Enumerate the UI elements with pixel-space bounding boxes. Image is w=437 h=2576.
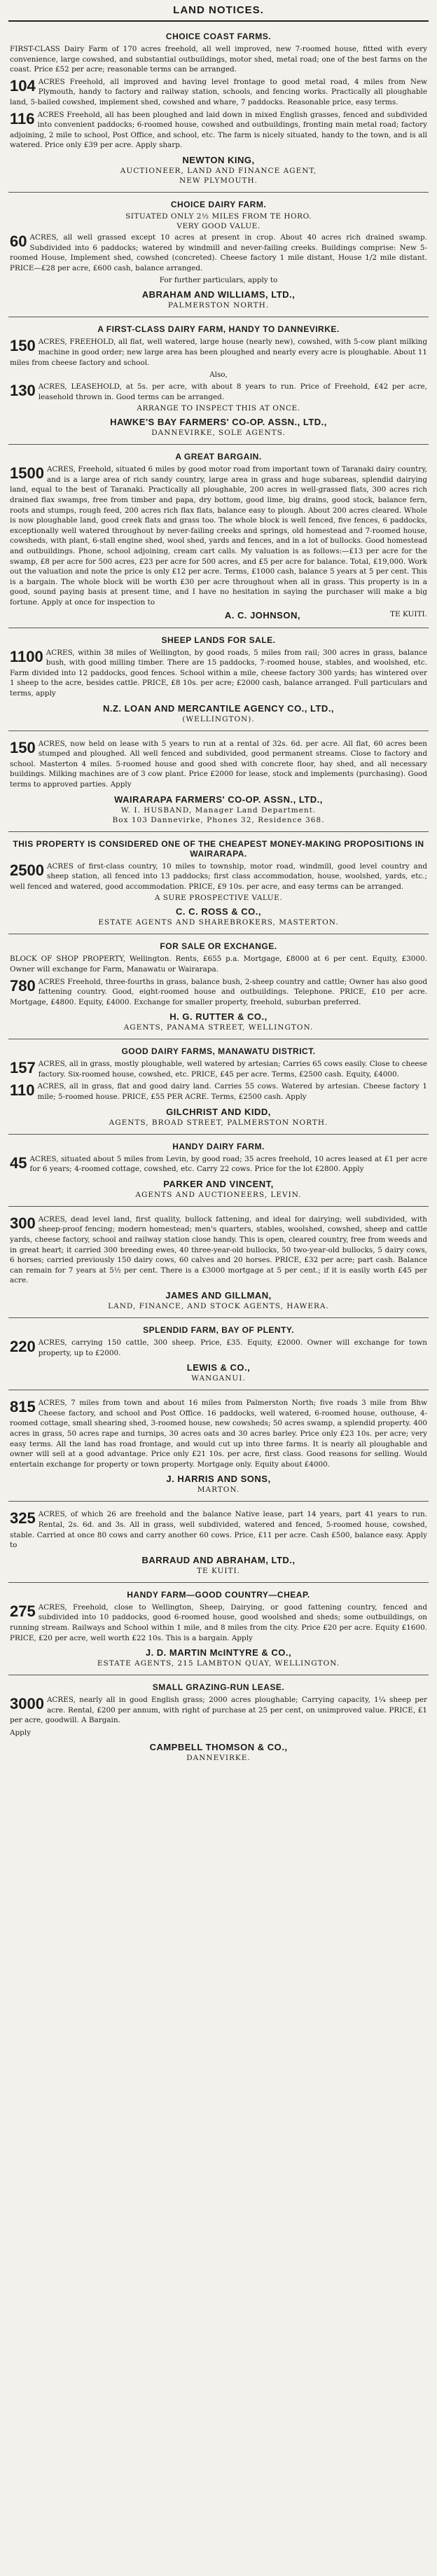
acre-number: 157 — [10, 1059, 36, 1077]
agent-town: LAND, FINANCE, AND STOCK AGENTS, HAWERA. — [108, 1302, 329, 1310]
further-particulars: For further particulars, apply to — [159, 276, 278, 285]
ad-manawatu-dairy-farms — [8, 1042, 429, 1134]
ad-heading: GOOD DAIRY FARMS, MANAWATU DISTRICT. — [121, 1046, 316, 1057]
agent-name: A. C. JOHNSON, — [224, 609, 300, 621]
agent-town: NEW PLYMOUTH. — [179, 176, 258, 185]
ad-marton-farm — [8, 1393, 429, 1502]
agent-town: MARTON. — [197, 1486, 240, 1495]
agent-name: LEWIS & CO., — [186, 1362, 251, 1373]
ad-subheading: A SURE PROSPECTIVE VALUE. — [154, 894, 283, 903]
acre-number: 3000 — [10, 1695, 44, 1713]
listing — [10, 1398, 427, 1469]
acre-number: 104 — [10, 76, 36, 95]
listing — [10, 1214, 427, 1286]
agent-name: J. HARRIS AND SONS, — [166, 1474, 271, 1485]
ad-bay-of-plenty-farm — [8, 1321, 429, 1390]
acre-number: 60 — [10, 232, 27, 250]
agent-name: HAWKE'S BAY FARMERS' CO-OP. ASSN., LTD., — [110, 417, 327, 428]
ad-heading: CHOICE COAST FARMS. — [165, 32, 272, 41]
ad-sheep-lands — [8, 631, 429, 731]
ad-hawera-farm — [8, 1210, 429, 1318]
ad-heading: THIS PROPERTY IS CONSIDERED ONE OF THE CHEAPEST MONEY-MAKING PROPOSITIONS IN WAIRARAPA. — [13, 838, 424, 859]
listing — [10, 464, 427, 607]
agent-name: CAMPBELL THOMSON & CO., — [149, 1741, 288, 1752]
listing-text: ACRES of first-class country, 10 miles to township, motor road, windmill, good level country and sheep station, all fenced into 13 paddocks; first class accommodation, house, woolshed, yards, etc.; well fenced and watered, good accommodation. PRICE, £9 10s. per acre, and easy terms can be arranged. — [10, 861, 427, 891]
acre-number: 325 — [10, 1509, 36, 1528]
agent-town: TE KUITI. — [390, 609, 427, 618]
acre-number: 2500 — [10, 861, 44, 879]
listing-text: BLOCK OF SHOP PROPERTY, Wellington. Rents, £655 p.a. Mortgage, £8000 at 6 per cent. Equity, £3000. Owner will exchange for Farm, Manawatu or Wairarapa. — [10, 955, 427, 974]
agent-name: BARRAUD AND ABRAHAM, LTD., — [141, 1554, 296, 1565]
agent-town: TE KUITI. — [197, 1566, 240, 1575]
agent-name: C. C. ROSS & CO., — [176, 906, 261, 917]
ad-heading: SHEEP LANDS FOR SALE. — [161, 635, 276, 645]
acre-number: 220 — [10, 1338, 36, 1355]
listing — [10, 382, 427, 402]
listing-text: ACRES, all in grass, flat and good dairy land. Carries 55 cows. Watered by artesian. Cheese factory 1 mile; 5-roomed house. PRICE, £55 PER ACRE. Terms, £2500 cash. Apply — [37, 1082, 427, 1102]
agent-town: DANNEVIRKE. — [186, 1753, 251, 1762]
agent-description: AUCTIONEER, LAND AND FINANCE AGENT, — [120, 166, 317, 175]
agent-name: GILCHRIST AND KIDD, — [166, 1106, 271, 1117]
listing-text: ACRES Freehold, three-fourths in grass, balance bush, 2-sheep country and cattle; Owner has also good fattening country. Good, eight-roomed house and outbuildings. Telephone. PRICE, £10 per acre. Mortgage, £4800. Equity, £4000. Exchange for smaller property, freehold, suburban preferred. — [10, 977, 427, 1006]
ad-heading: CHOICE DAIRY FARM. — [170, 199, 267, 209]
listing — [10, 1081, 427, 1102]
ad-sale-or-exchange — [8, 937, 429, 1039]
agent-town: AGENTS, PANAMA STREET, WELLINGTON. — [123, 1023, 314, 1032]
listing-text: ACRES, Freehold, situated 6 miles by good motor road from important town of Taranaki dairy country, and is a large area of rich sandy country, large area in grass and huge subareas, splendid dairying land, equal to the best of Taranaki. Practically all ploughable, 200 acres in well-grassed flats, 300 acres rich drained flax swamps, free from timber and papa, dry bottom, good lime, big drains, good stock, balance fern, roots and stumps, rough feed, 200 acres rich flax flats, balance easy to plough. About 200 acres cleared. Whole is now ploughable land, good creek flats and grass too. The whole block is well fenced, five fences, 6 paddocks, exceptionally well watered throughout by never-failing creeks and springs, old homestead and 7-roomed house, cowsheds, with plant, 6-stall engine shed, wool shed, yards and fences, and in a lot of bullocks. Good homestead and outbuildings. Phone, school adjoining, cream cart calls. My valuation is as follows:—£13 per acre for the swamp, £8 per acre for 500 acres, £23 per acre for 500 acres, and £5 per acre for balance. Total, £19,000. Work out the valuation and note the price is only £12 per acre. Terms, £1000 cash, balance 5 years at 5 per cent. This is a bargain. The whole block will be worth £30 per acre throughout when all in grass. This property is in a good, sound paying basis at present time, and I have no hesitation in saying the purchaser will make a big fortune. Apply at once for inspection to — [10, 465, 427, 607]
agent-name: NEWTON KING, — [182, 154, 255, 165]
listing-text: ACRES Freehold, all improved and having level frontage to good metal road, 4 miles from New Plymouth, handy to factory and railway station, schools, and fencing works. Practically all ploughable land, 5-bailed cowshed, implement shed, cowshed and whare, 7 paddocks. Reasonable price, easy terms. — [10, 77, 427, 106]
agent-name: PARKER AND VINCENT, — [163, 1178, 274, 1189]
listing-text: ACRES, carrying 150 cattle, 300 sheep. Price, £35. Equity, £2000. Owner will exchange for town property, up to £2000. — [38, 1338, 427, 1357]
listing-text: ACRES, dead level land, first quality, bullock fattening, and ideal for dairying; well subdivided, with sheep-proof fencing; modern homestead; men's quarters, stables, woolshed, cowshed, sheep and cattle yards, cheese factory, school and railway station close handy. This is open, cleared country, free from weeds and in great heart; it carried 300 breeding ewes, 40 three-year-old bullocks, 50 two-year-old bullocks, 5 dairy cows, 6 horses; carried previously 150 dairy cows, 60 calves and 20 horses. PRICE, £32 per acre; part cash. Balance can remain for 7 years at 5½ per cent. There is a £3000 mortgage at 5 per cent.; if it is easily worth £45 per acre. — [10, 1214, 427, 1285]
acre-number: 130 — [10, 382, 36, 400]
listing-text: ACRES, nearly all in good English grass; 2000 acres ploughable; Carrying capacity, 1¼ sheep per acre. Rental, £200 per annum, with right of purchase at 25 per cent, on unimproved value. PRICE, £1 per acre, goodwill. A Bargain. — [10, 1696, 427, 1725]
agent-name: ABRAHAM AND WILLIAMS, LTD., — [141, 289, 296, 300]
listing — [10, 739, 427, 790]
listing — [10, 954, 427, 974]
ad-subheading: SITUATED ONLY 2½ MILES FROM TE HORO. — [125, 212, 312, 221]
ad-cheapest-property — [8, 835, 429, 935]
agent-town: AGENTS AND AUCTIONEERS, LEVIN. — [135, 1190, 302, 1199]
listing-text: ACRES, Freehold, close to Wellington, Sheep, Dairying, or good fattening country, fenced and subdivided into 10 paddocks, good 6-roomed house, good woolshed and sheds; some outbuildings, on running stream. Railways and School within 1 mile, and 8 miles from the city. Price £20 per acre. Equity £1600. PRICE, £20 per acre, well worth £22 10s. This is a bargain. Apply — [10, 1602, 427, 1642]
newspaper-page — [8, 0, 429, 1769]
agent-name: J. D. MARTIN McINTYRE & CO., — [145, 1647, 292, 1659]
ad-choice-coast-farms — [8, 27, 429, 193]
listing — [10, 1602, 427, 1643]
listing — [10, 337, 427, 368]
agent-signature — [10, 610, 427, 621]
listing-text: ACRES, all well grassed except 10 acres at present in crop. About 40 acres rich drained swamp. Subdivided into 6 paddocks; watered by windmill and never-failing creeks. Buildings comprise: New 5-roomed House, Implement shed, cowshed (concreted). Cheese factory 1 mile distant, House 1/2 mile distant. PRICE—£28 per acre, £600 cash, balance arranged. — [10, 233, 427, 272]
ad-te-kuiti-farm — [8, 1504, 429, 1582]
acre-number: 116 — [10, 109, 35, 127]
page-title: LAND NOTICES. — [8, 3, 429, 22]
ad-subheading: VERY GOOD VALUE. — [176, 221, 261, 230]
listing-text: ACRES, FREEHOLD, all flat, well watered, large house (nearly new), cowshed, with 5-cow plant milking machine in good order; new large area has been ploughed and nearly every acre is ploughable. About 11 miles from cheese factory and school. — [10, 338, 427, 367]
listing-text: ACRES, now held on lease with 5 years to run at a rental of 32s. 6d. per acre. All flat, 60 acres been stumped and ploughed. All well fenced and subdivided, good permanent streams. Close to factory and school. Masterton 4 miles. 5-roomed house and good shed with concrete floor, hay shed, and all necessary buildings. Milking machines are of 3 cow plant. Price £2000 for lease, stock and implements (purchasing). Good terms to approved parties. Apply — [10, 739, 427, 789]
listing — [10, 233, 427, 273]
ad-heading: A FIRST-CLASS DAIRY FARM, HANDY TO DANNEVIRKE. — [97, 324, 340, 335]
listing-text: ACRES, of which 26 are freehold and the balance Native lease, part 14 years, part 41 years to run. Rental, 2s. 6d. and 3s. All in grass, well subdivided, watered and fenced, 5-roomed house, cowshed, stable. Carried at once 80 cows and carry another 60 cows. Price, £11 per acre. Cash £500, balance easy. Apply to — [10, 1510, 427, 1550]
ad-heading: HANDY DAIRY FARM. — [172, 1141, 265, 1151]
ad-great-bargain — [8, 448, 429, 628]
listing-text: ACRES, LEASEHOLD, at 5s. per acre, with about 8 years to run. Price of Freehold, £42 per acre, leasehold thrown in. Good terms can be arranged. — [38, 382, 427, 401]
listing — [10, 77, 427, 108]
acre-number: 780 — [10, 976, 36, 995]
agent-name: WAIRARAPA FARMERS' CO-OP. ASSN., LTD., — [114, 794, 323, 805]
ad-heading: FOR SALE OR EXCHANGE. — [160, 941, 277, 952]
agent-name: H. G. RUTTER & CO., — [169, 1011, 268, 1023]
listing — [10, 977, 427, 1008]
agent-contact: Box 103 Dannevirke, Phones 32, Residence 368. — [112, 815, 325, 824]
agent-town: DANNEVIRKE, SOLE AGENTS. — [151, 429, 286, 438]
agent-name: N.Z. LOAN AND MERCANTILE AGENCY CO., LTD., — [102, 702, 335, 714]
listing — [10, 861, 427, 892]
ad-te-horo-dairy-farm — [8, 195, 429, 317]
listing-text: ACRES, 7 miles from town and about 16 miles from Palmerston North; five roads 3 mile from Bhw Cheese factory, and school and Post Office. 16 paddocks, well watered, 6-roomed house, outhouse, 4-roomed cottage, small shearing shed, 3-roomed house, new cowsheds; 50 acres swamp, a splendid property. 400 acres in grass, 50 acres rape and turnips, 30 acres oats and 30 acres barley. Price only £23 10s. per acre; very easy terms. All the land has road frontage, and would cut up into three farms. It is nearly all ploughable and owner will sell at a good advantage. Price only £21 10s. per acre, first class. Good reasons for selling. Would entertain exchange for property or town property. Mortgage only. Equity about £4000. — [10, 1399, 427, 1469]
ad-heading: SPLENDID FARM, BAY OF PLENTY. — [143, 1325, 294, 1335]
agent-town: (WELLINGTON). — [182, 714, 255, 723]
acre-number: 150 — [10, 337, 36, 355]
ad-handy-dairy-farm — [8, 1137, 429, 1207]
agent-town: ESTATE AGENTS, 215 LAMBTON QUAY, WELLINGTON. — [97, 1659, 340, 1668]
listing — [10, 648, 427, 699]
agent-town: AGENTS, BROAD STREET, PALMERSTON NORTH. — [109, 1118, 328, 1127]
acre-number: 45 — [10, 1154, 27, 1172]
ad-heading: HANDY FARM—GOOD COUNTRY—CHEAP. — [127, 1589, 310, 1600]
acre-number: 1100 — [10, 647, 43, 665]
agent-town: WANGANUI. — [191, 1374, 246, 1383]
agent-name: JAMES AND GILLMAN, — [165, 1290, 272, 1301]
listing — [10, 44, 427, 75]
acre-number: 275 — [10, 1602, 36, 1620]
listing — [10, 1154, 427, 1175]
agent-town: PALMERSTON NORTH. — [167, 301, 270, 310]
also-label: Also, — [209, 371, 228, 380]
apply-label: Apply — [10, 1728, 31, 1737]
acre-number: 1500 — [10, 464, 44, 483]
listing — [10, 110, 427, 151]
listing — [10, 1059, 427, 1079]
acre-number: 815 — [10, 1398, 36, 1416]
listing — [10, 1695, 427, 1726]
ad-heading: SMALL GRAZING-RUN LEASE. — [152, 1682, 285, 1693]
acre-number: 150 — [10, 738, 36, 756]
listing-text: ACRES Freehold, all has been ploughed and laid down in mixed English grasses, fenced and subdivided into convenient paddocks; 6-roomed house, cowshed and outbuildings, fronting main metal road; factory adjoining, 2 mile to school, Post Office, and school, etc. The farm is nicely situated, handy to the town, and is all watered. Price only £39 per acre. Apply sharp. — [10, 110, 427, 150]
ad-wairarapa-lease — [8, 734, 429, 832]
agent-manager: W. I. HUSBAND, Manager Land Department. — [120, 805, 317, 815]
ad-handy-farm-cheap — [8, 1586, 429, 1675]
acre-number: 300 — [10, 1214, 36, 1232]
listing — [10, 1509, 427, 1550]
listing-text: ACRES, situated about 5 miles from Levin, by good road; 35 acres freehold, 10 acres leased at £1 per acre for 6 years; 4-roomed cottage, cowshed, etc. Carry 22 cows. Price for the lot £2800. Apply — [29, 1154, 427, 1174]
listing — [10, 1338, 427, 1358]
ad-dannevirke-dairy-farm — [8, 320, 429, 445]
listing-text: ACRES, within 38 miles of Wellington, by good roads, 5 miles from rail; 300 acres in grass, balance bush, with good milling timber. There are 15 paddocks, 7-roomed house, stables, and woolshed, etc. Farm divided into 12 paddocks, good fences. School within a mile, cheese factory 300 yards; has wintered over 1 sheep to the acre, besides cattle. PRICE, £8 10s. per acre; £2000 cash, balance arranged. Full particulars and terms, apply — [10, 648, 427, 698]
listing-text: ACRES, all in grass, mostly ploughable, well watered by artesian; Carries 65 cows easily. Close to cheese factory. Six-roomed house, cowshed, etc. PRICE, £45 per acre. Terms, £2500 cash. Equity, £4000. — [38, 1060, 427, 1079]
ad-small-grazing-run — [8, 1678, 429, 1769]
listing-text: FIRST-CLASS Dairy Farm of 170 acres freehold, all well improved, new 7-roomed house, fitted with every convenience, large cowshed, and substantial outbuildings, motor shed, metal road; one of the best farms on the coast. Price £52 per acre; reasonable terms can be arranged. — [10, 45, 427, 74]
inspect-note: ARRANGE TO INSPECT THIS AT ONCE. — [137, 404, 300, 413]
agent-town: ESTATE AGENTS AND SHAREBROKERS, MASTERTON. — [98, 918, 339, 927]
ad-heading: A GREAT BARGAIN. — [175, 452, 262, 462]
acre-number: 110 — [10, 1081, 35, 1100]
